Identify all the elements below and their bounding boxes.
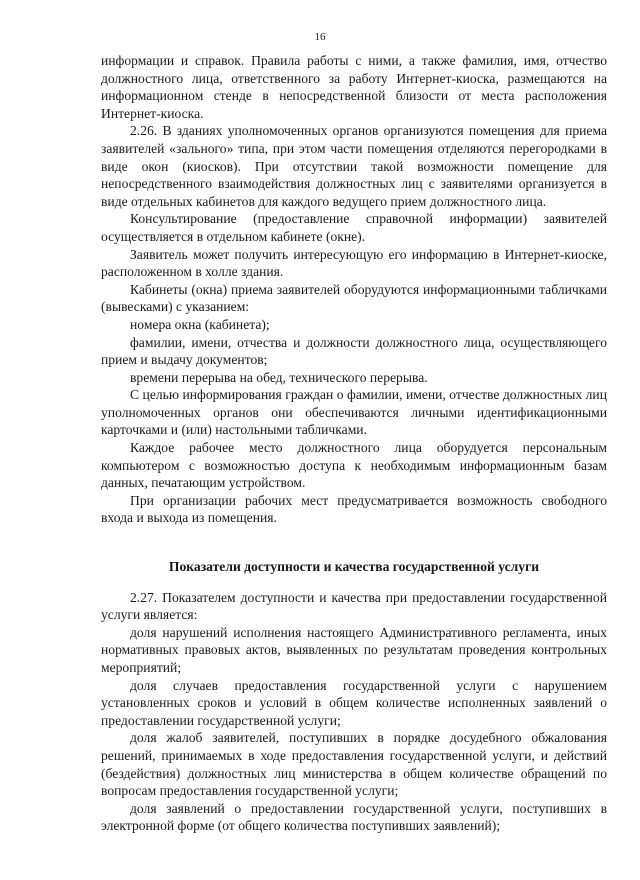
list-item: доля случаев предоставления государственной услуги с нарушением установленных сроков и условий в общем количестве исполненных заявлений о предоставлении государственной услуги;	[101, 677, 607, 728]
list-item: времени перерыва на обед, технического перерыва.	[130, 369, 428, 385]
paragraph: Кабинеты (окна) приема заявителей оборудуются информационными табличками (вывесками) с указанием:	[101, 281, 607, 315]
paragraph: информации и справок. Правила работы с ними, а также фамилия, имя, отчество должностного лица, ответственного за работу Интернет-киоска, размещаются на информационном стенде в непосредственной близости от места расположения Интернет-киоска.	[101, 53, 607, 121]
document-body	[101, 52, 607, 835]
list-item: доля жалоб заявителей, поступивших в порядке досудебного обжалования решений, принимаемых в ходе предоставления государственной услуги, и действий (бездействия) должностных лиц министерства в общем количестве обращений по вопросам предоставления государственной услуги;	[101, 730, 607, 799]
paragraph: Каждое рабочее место должностного лица оборудуется персональным компьютером с возможностью доступа к необходимым информационным базам данных, печатающим устройством.	[101, 440, 607, 491]
list-item: номера окна (кабинета);	[130, 316, 270, 332]
list-item: доля нарушений исполнения настоящего Административного регламента, иных нормативных правовых актов, выявленных по результатам проведения контрольных мероприятий;	[101, 624, 607, 675]
paragraph: Заявитель может получить интересующую его информацию в Интернет-киоске, расположенном в холле здания.	[101, 246, 607, 280]
paragraph: 2.26. В зданиях уполномоченных органов организуются помещения для приема заявителей «зального» типа, при этом части помещения отделяются перегородками в виде окон (киосков). При отсутствии такой возможности помещение для непосредственного взаимодействия должностных лиц с заявителями организуется в виде отдельных кабинетов для каждого ведущего прием должностного лица.	[101, 123, 607, 209]
list-item: доля заявлений о предоставлении государственной услуги, поступивших в электронной форме (от общего количества поступивших заявлений);	[101, 800, 607, 834]
paragraph: С целью информирования граждан о фамилии, имени, отчестве должностных лиц уполномоченных органов они обеспечиваются личными идентификационными карточками и (или) настольными табличками.	[101, 387, 607, 438]
paragraph: 2.27. Показателем доступности и качества при предоставлении государственной услуги является:	[101, 589, 607, 623]
section-heading: Показатели доступности и качества государственной услуги	[168, 559, 540, 575]
list-item: фамилии, имени, отчества и должности должностного лица, осуществляющего прием и выдачу документов;	[101, 334, 607, 368]
page-number: 16	[314, 31, 326, 43]
paragraph: Консультирование (предоставление справочной информации) заявителей осуществляется в отдельном кабинете (окне).	[101, 211, 607, 244]
paragraph: При организации рабочих мест предусматривается возможность свободного входа и выхода из помещения.	[101, 492, 607, 526]
